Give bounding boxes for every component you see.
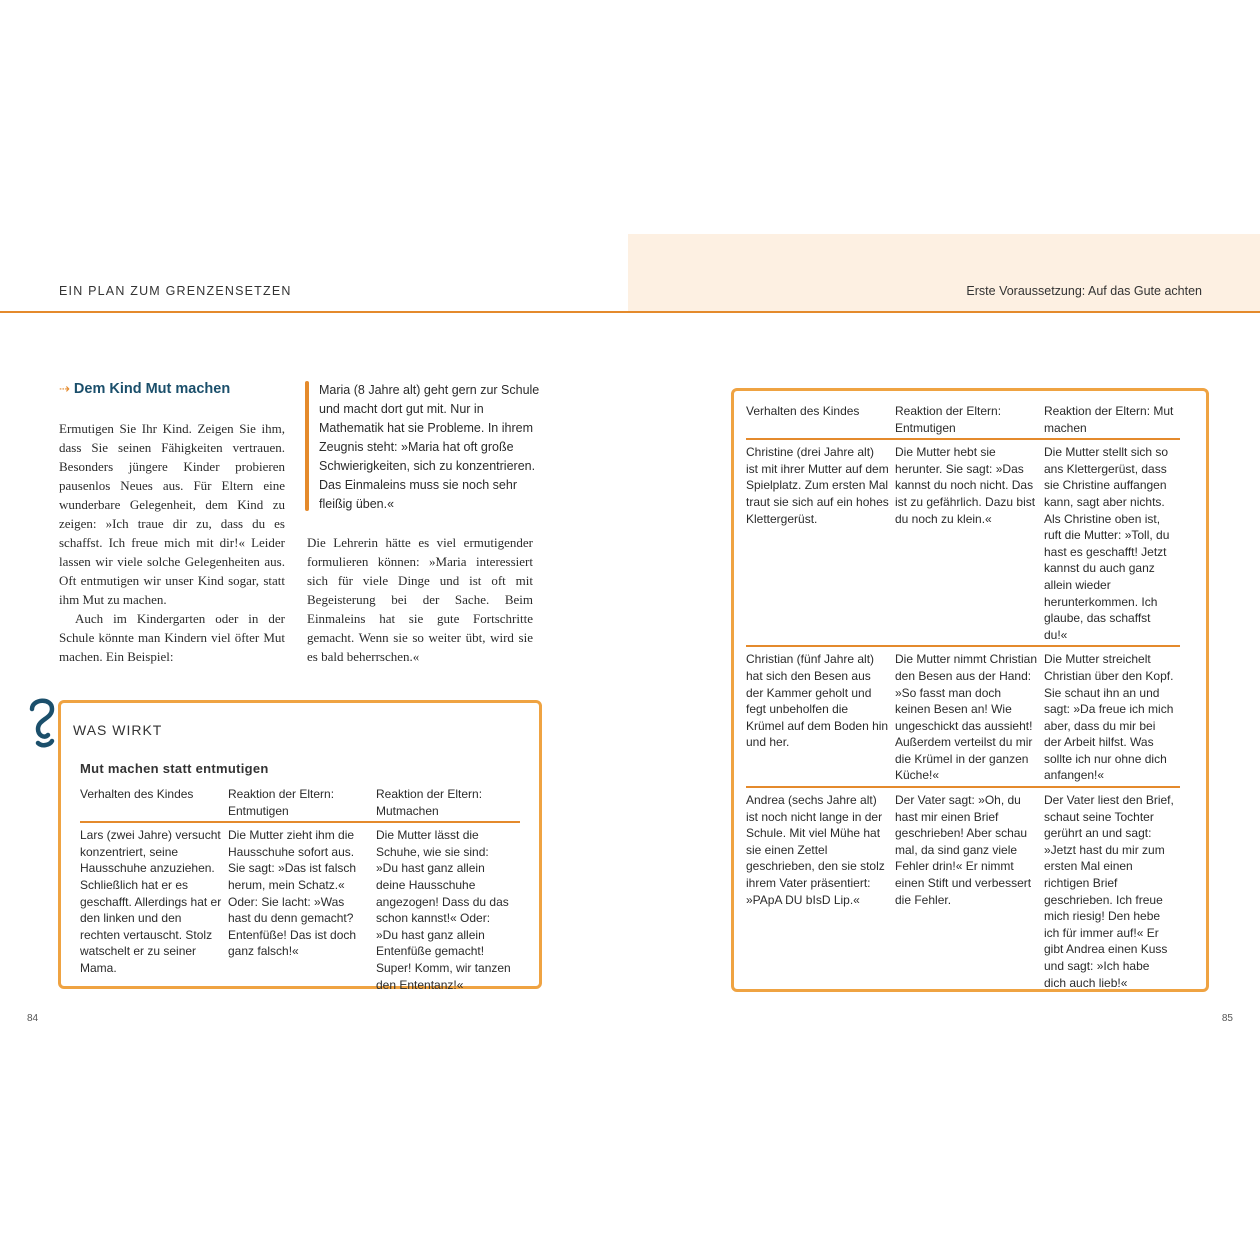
cell-mutmachen: Die Mutter stellt sich so ans Klettergerüst, dass sie Christine auffangen kann, sagt aber nichts. Als Christine oben ist, ruft die Mutter: »Toll, du hast es geschafft! Jetzt kannst du auch ganz allein wieder herunterkommen. Ich glaube, das schaffst du!«	[1044, 439, 1180, 646]
table-header-row	[746, 403, 1180, 439]
example-quote: Maria (8 Jahre alt) geht gern zur Schule und macht dort gut mit. Nur in Mathematik hat sie Probleme. In ihrem Zeugnis steht: »Maria hat oft große Schwierigkeiten, sich zu konzentrieren. Das Einmaleins muss sie noch sehr fleißig üben.«	[319, 383, 540, 511]
column-header: Reaktion der Eltern: Mutmachen	[376, 786, 520, 822]
comparison-table-left	[80, 786, 520, 995]
cell-entmutigen: Der Vater sagt: »Oh, du hast mir einen Brief geschrieben! Aber schau mal, da sind ganz viele Fehler drin!« Er nimmt einen Stift und verbessert die Fehler.	[895, 793, 1032, 907]
table-row	[746, 439, 1180, 646]
paragraph: Auch im Kindergarten oder in der Schule könnte man Kindern viel öfter Mut machen. Ein Beispiel:	[59, 611, 285, 664]
running-head-left: EIN PLAN ZUM GRENZENSETZEN	[59, 284, 292, 298]
paragraph: Ermutigen Sie Ihr Kind. Zeigen Sie ihm, dass Sie seinen Fähigkeiten vertrauen. Besonders jüngere Kinder probieren pausenlos Neues aus. Für Eltern eine wunderbare Gelegenheit, dem Kind zu zeigen: »Ich traue dir zu, dass du es schaffst. Ich freue mich mit dir!« Leider lassen wir viele solche Gelegenheiten aus. Oft entmutigen wir unser Kind sogar, statt ihm Mut zu machen.	[59, 421, 285, 607]
right-column	[307, 533, 533, 666]
cell-kind: Andrea (sechs Jahre alt) ist noch nicht lange in der Schule. Mit viel Mühe hat sie einen Zettel geschrieben, den sie stolz ihrem Vater präsentiert: »PApA DU bIsD Lip.«	[746, 793, 885, 907]
cell-mutmachen: Die Mutter lässt die Schuhe, wie sie sind: »Du hast ganz allein deine Hausschuhe angezogen! Dass du das schon kannst!« Oder: »Du hast ganz allein Entenfüße gemacht! Super! Komm, wir tanzen den Ententanz!«	[376, 828, 511, 992]
column-header: Reaktion der Eltern: Entmutigen	[895, 403, 1044, 439]
cell-kind: Christian (fünf Jahre alt) hat sich den Besen aus der Kammer geholt und fegt unbeholfen die Krümel auf dem Boden hin und her.	[746, 646, 895, 787]
column-header: Reaktion der Eltern: Entmutigen	[228, 786, 376, 822]
page-number-left: 84	[27, 1013, 39, 1024]
paragraph: Die Lehrerin hätte es viel ermutigender formulieren können: »Maria interessiert sich für viele Dinge und ist oft mit Begeisterung bei der Sache. Beim Einmaleins hat sie gute Fortschritte gemacht. Wenn sie so weiter übt, wird sie es bald beherrschen.«	[307, 535, 533, 664]
column-header: Reaktion der Eltern: Mut machen	[1044, 403, 1180, 439]
arrow-icon: ⇢	[59, 381, 70, 396]
cell-mutmachen: Der Vater liest den Brief, schaut seine Tochter gerührt an und sagt: »Jetzt hast du mir zum ersten Mal einen richtigen Brief geschrieben. Ich freue mich riesig! Den hebe ich für immer auf!« Er gibt Andrea einen Kuss und sagt: »Ich habe dich auch lieb!«	[1044, 793, 1174, 990]
table-row	[746, 787, 1180, 993]
comparison-table-right	[746, 403, 1180, 993]
question-mark-icon	[24, 695, 60, 755]
header-rule	[0, 311, 1260, 313]
page-number-right: 85	[1221, 1013, 1233, 1024]
table-row	[80, 822, 520, 995]
cell-kind: Lars (zwei Jahre) versucht konzentriert, seine Hausschuhe anzuziehen. Schließlich hat er es geschafft. Allerdings hat er den linken und den rechten vertauscht. Stolz watschelt er zu seiner Mama.	[80, 828, 222, 975]
column-header: Verhalten des Kindes	[746, 403, 895, 439]
header-band	[628, 234, 1260, 312]
table-row	[746, 646, 1180, 787]
left-column	[59, 419, 285, 666]
cell-entmutigen: Die Mutter nimmt Christian den Besen aus der Hand: »So fasst man doch keinen Besen an! Wie ungeschickt das aussieht! Außerdem verteilst du mir die Krümel in der ganzen Küche!«	[895, 646, 1044, 787]
box-title: WAS WIRKT	[73, 722, 163, 738]
box-subtitle: Mut machen statt entmutigen	[80, 761, 269, 776]
cell-mutmachen: Die Mutter streichelt Christian über den Kopf. Sie schaut ihn an und sagt: »Da freue ich mich aber, dass du mir bei der Arbeit hilfst. Was sollte ich nur ohne dich anfangen!«	[1044, 646, 1180, 787]
cell-entmutigen: Die Mutter hebt sie herunter. Sie sagt: »Das kannst du noch nicht. Das ist zu gefährlich. Dazu bist du noch zu klein.«	[895, 439, 1044, 646]
column-header: Verhalten des Kindes	[80, 786, 228, 822]
running-head-right: Erste Voraussetzung: Auf das Gute achten	[966, 284, 1202, 298]
section-heading	[59, 381, 230, 397]
cell-entmutigen: Die Mutter zieht ihm die Hausschuhe sofort aus. Sie sagt: »Das ist falsch herum, mein Schatz.« Oder: Sie lacht: »Was hast du denn gemacht? Entenfüße! Das ist doch ganz falsch!«	[228, 828, 357, 959]
table-header-row	[80, 786, 520, 822]
section-heading-text: Dem Kind Mut machen	[73, 381, 231, 397]
cell-kind: Christine (drei Jahre alt) ist mit ihrer Mutter auf dem Spielplatz. Zum ersten Mal traut sie sich auf ein hohes Klettergerüst.	[746, 439, 895, 646]
